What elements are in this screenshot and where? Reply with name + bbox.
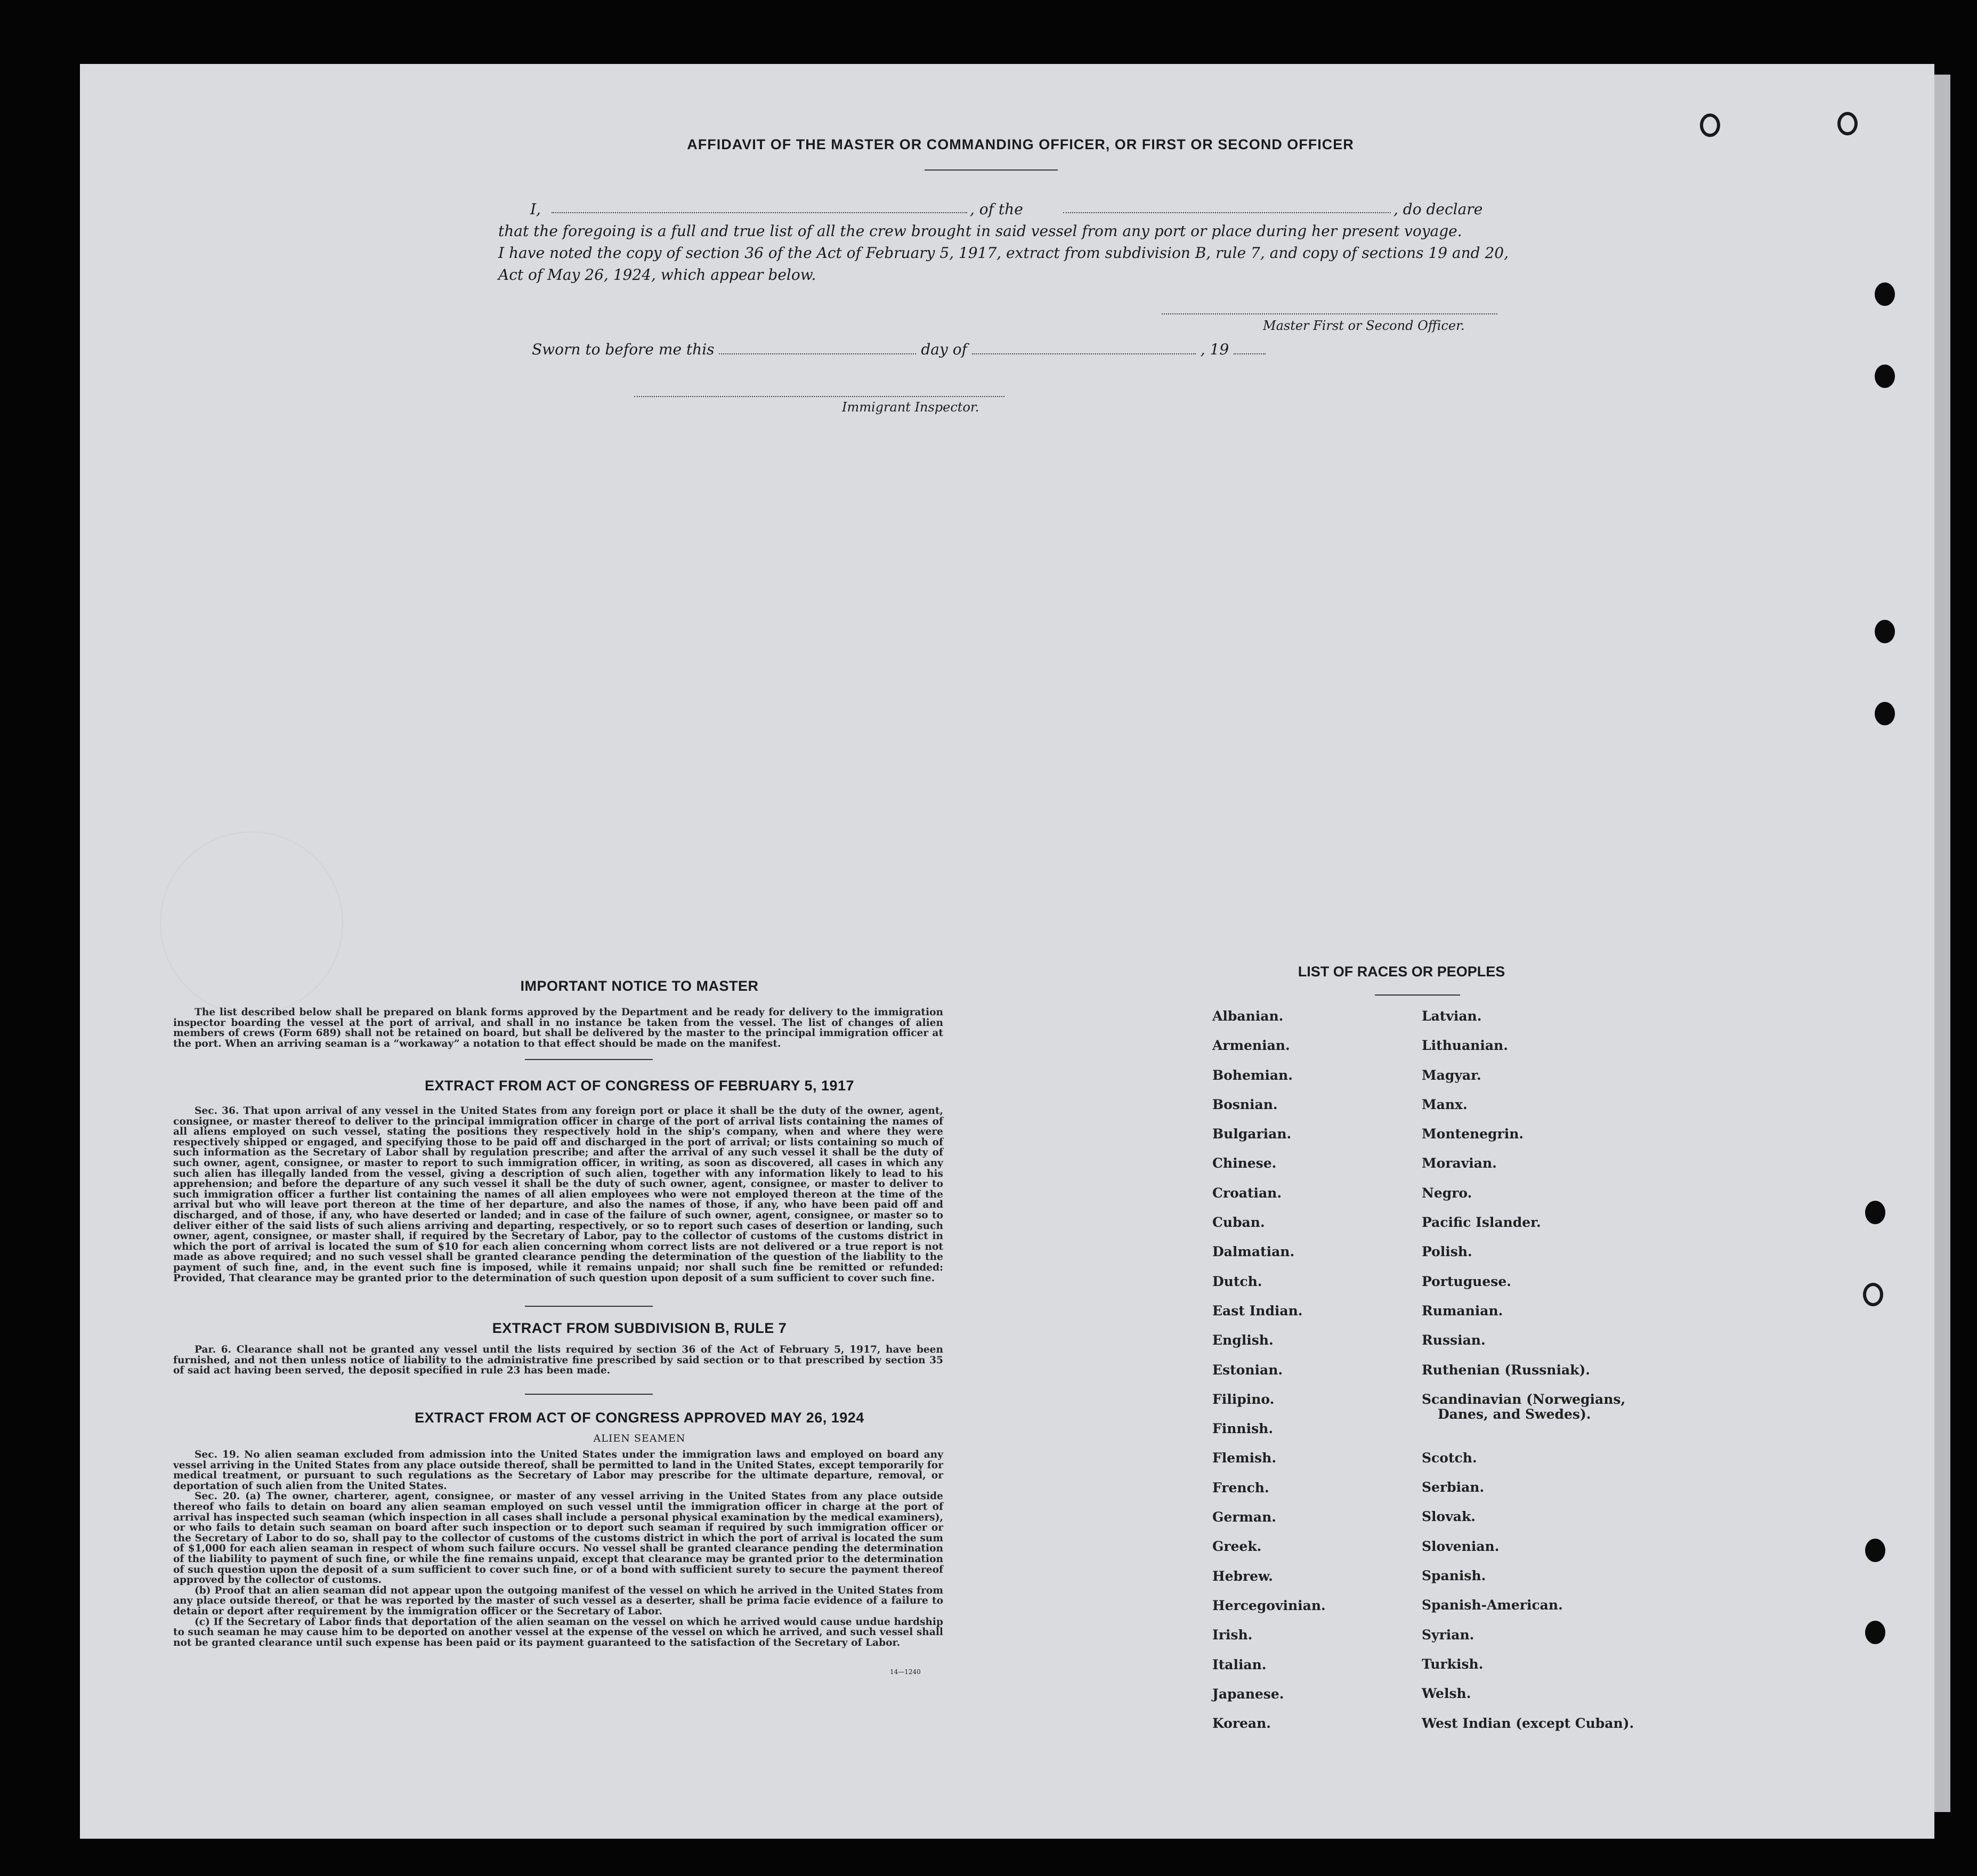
punch-hole [1837,112,1858,135]
race-item: Flemish. [1212,1450,1277,1466]
race-item: Pacific Islander. [1422,1215,1541,1231]
notice-paragraph: The list described below shall be prepared on blank forms approved by the Department and be ready for delivery to the immigration inspector boarding the vessel at the port of arrival, and shall in no instance be taken from the vessel. The list of changes of alien members of crews (Form 689) shall not be retained on board, but shall be delivered by the master to the principal immigration officer at the port. When an arriving seaman is a “workaway” a notation to that effect should be made on the manifest. [173,1007,943,1049]
race-item: Bulgarian. [1212,1126,1292,1142]
race-item: Moravian. [1422,1155,1497,1171]
punch-hole [1865,1539,1885,1562]
sworn-month-field[interactable] [972,339,1196,354]
race-item: Irish. [1212,1627,1253,1643]
races-heading: LIST OF RACES OR PEOPLES [1298,964,1505,980]
race-item: Bohemian. [1212,1067,1293,1083]
section-36-paragraph: Sec. 36. That upon arrival of any vessel in the United States from any foreign port or place it shall be the duty of the owner, agent, consignee, or master thereof to deliver to the principal immigration officer in charge of the port of arrival lists containing the names of all aliens employed on such vessel, stating the positions they respectively hold in the ship's company, when and where they were respectively shipped or engaged, and specifying those to be paid off and discharged in the port of arrival; or lists containing so much of such information as the Secretary of Labor shall by regulation prescribe; and after the arrival of any such vessel it shall be the duty of such owner, agent, consignee, or master to report to such immigration officer, in writing, as soon as discovered, all cases in which any such alien has illegally landed from the vessel, giving a description of such alien, together with any information likely to lead to his apprehension; and before the departure of any such vessel it shall be the duty of such owner, agent, consignee, or master to deliver to such immigration officer a further list containing the names of all alien employees who were not employed thereon at the time of the arrival but who will leave port thereon at the time of her departure, and also the names of those, if any, who have been paid off and discharged, and of those, if any, who have deserted or landed; and in case of the failure of such owner, agent, consignee, or master so to deliver either of the said lists of such aliens arriving and departing, respectively, or so to report such cases of desertion or landing, such owner, agent, consignee, or master shall, if required by the Secretary of Labor, pay to the collector of customs of the customs district in which the port of arrival is located the sum of $10 for each alien concerning whom correct lists are not delivered or a true report is not made as above required; and no such vessel shall be granted clearance pending the determination of the question of the liability to the payment of such fine, and, in the event such fine is imposed, while it remains unpaid; nor shall such fine be remitted or refunded: Provided, That clearance may be granted prior to the determination of such question upon deposit of a sum sufficient to cover such fine. [173,1105,943,1284]
sworn-line [532,339,1331,361]
notice-text [173,1007,943,1049]
faded-seal [160,831,343,1015]
race-item: Bosnian. [1212,1096,1278,1112]
race-item: Greek. [1212,1539,1262,1555]
alien-seamen-subheading: ALIEN SEAMEN [593,1433,686,1444]
race-item: Korean. [1212,1716,1271,1732]
inspector-signature-field[interactable] [634,386,1004,397]
race-item: Dalmatian. [1212,1244,1295,1260]
races-right-b [1422,1451,1634,1745]
section-rule [525,1306,653,1307]
race-item: Spanish-American. [1422,1597,1563,1613]
affidavit-line-4: Act of May 26, 1924, which appear below. [498,266,816,284]
sworn-day-field[interactable] [719,339,916,354]
punch-hole [1865,1621,1885,1644]
year-label: , 19 [1200,341,1229,358]
race-item: Manx. [1422,1096,1468,1112]
race-item: Syrian. [1422,1627,1474,1643]
affidavit-heading: AFFIDAVIT OF THE MASTER OR COMMANDING OFFICER, OR FIRST OR SECOND OFFICER [687,136,1354,152]
race-item: Scotch. [1422,1450,1477,1466]
races-rule [1375,994,1460,996]
section-20c-paragraph: (c) If the Secretary of Labor finds that deportation of the alien seaman on the vessel on which he arrived would cause undue hardship to such seaman he may cause him to be deported on another vessel at the expense of the vessel on which he arrived, and such vessel shall not be granted clearance until such expense has been paid or its payment guaranteed to the satisfaction of the Secretary of Labor. [173,1616,943,1648]
race-scandinavian-line-1: Scandinavian (Norwegians, [1422,1391,1626,1407]
race-item: Albanian. [1212,1008,1284,1024]
form-number: 14—1240 [890,1668,921,1676]
affidavit-of-the: , of the [970,200,1023,218]
race-item: Magyar. [1422,1067,1481,1083]
master-signature-field[interactable] [1162,303,1497,314]
affidavit-declare: , do declare [1393,200,1483,218]
race-item: Slovenian. [1422,1538,1500,1554]
race-item: Montenegrin. [1422,1126,1524,1142]
rule-7-heading: EXTRACT FROM SUBDIVISION B, RULE 7 [492,1320,787,1336]
master-signature-label: Master First or Second Officer. [1263,318,1465,333]
race-item: Welsh. [1422,1686,1471,1702]
race-item: English. [1212,1332,1274,1348]
race-item: Portuguese. [1422,1273,1511,1289]
sworn-label: Sworn to before me this [532,341,715,358]
section-rule [525,1394,653,1395]
race-item: Rumanian. [1422,1303,1503,1319]
punch-hole [1875,702,1895,725]
section-rule [525,1059,653,1060]
sworn-year-field[interactable] [1234,339,1266,354]
race-item: Finnish. [1212,1421,1274,1437]
day-of-label: day of [921,341,967,358]
races-right-a [1422,1009,1634,1392]
race-item: Lithuanian. [1422,1038,1508,1054]
race-item: Cuban. [1212,1215,1265,1231]
races-right-column [1422,1009,1634,1745]
back-page-edge [1934,75,1950,1812]
race-item: Russian. [1422,1332,1486,1348]
race-item: Chinese. [1212,1155,1277,1171]
rule-7-text [173,1345,943,1376]
inspector-signature-label: Immigrant Inspector. [842,400,979,415]
affidavit-i: I, [530,200,541,218]
punch-hole [1875,620,1895,643]
section-19-paragraph: Sec. 19. No alien seaman excluded from admission into the United States under the immigration laws and employed on board any vessel arriving in the United States from any place outside thereof, shall be permitted to land in the United States, except temporarily for medical treatment, or pursuant to such regulations as the Secretary of Labor may prescribe for the ultimate departure, removal, or deportation of such alien from the United States. [173,1449,943,1492]
races-left-column [1212,1009,1326,1745]
punch-hole [1875,365,1895,388]
section-20a-paragraph: Sec. 20. (a) The owner, charterer, agent, consignee, or master of any vessel arriving in the United States from any place outside thereof who fails to detain on board any alien seaman employed on such vessel until the immigration officer in charge at the port of arrival has inspected such seaman (which inspection in all cases shall include a personal physical examination by the medical examiners), or who fails to detain such seaman on board after such inspection or to deport such seaman if required by such immigration officer or the Secretary of Labor to do so, shall pay to the collector of customs of the customs district in which the port of arrival is located the sum of $1,000 for each alien seaman in respect of whom such failure occurs. No vessel shall be granted clearance pending the determination of the liability to payment of such fine, or while the fine remains unpaid, except that clearance may be granted prior to the determination of such question upon the deposit of a sum sufficient to cover such fine, or of a bond with sufficient surety to secure the payment thereof approved by the collector of customs. [173,1491,943,1586]
race-item: French. [1212,1479,1269,1495]
race-item: Estonian. [1212,1362,1283,1378]
race-item: Dutch. [1212,1273,1262,1289]
affidavit-line-1 [498,198,1527,220]
race-item: Spanish. [1422,1568,1486,1584]
race-item: Turkish. [1422,1656,1484,1672]
act-1917-text [173,1106,943,1283]
race-item: East Indian. [1212,1303,1303,1319]
race-item: Italian. [1212,1656,1267,1672]
race-item: Latvian. [1422,1008,1482,1024]
race-item: Filipino. [1212,1391,1275,1407]
section-20b-paragraph: (b) Proof that an alien seaman did not appear upon the outgoing manifest of the vessel on which he arrived in the United States from any place outside thereof, or that he was reported by the master of such vessel as a deserter, shall be prima facie evidence of a failure to detain or deport after requirement by the immigration officer or the Secretary of Labor. [173,1584,943,1617]
affidavit-text [498,198,1527,286]
punch-hole [1863,1283,1883,1306]
race-item: German. [1212,1509,1276,1525]
notice-heading: IMPORTANT NOTICE TO MASTER [520,978,759,994]
race-item-scandinavian [1422,1392,1634,1451]
race-item: Ruthenian (Russniak). [1422,1362,1590,1378]
race-item: Serbian. [1422,1479,1485,1495]
race-item: Negro. [1422,1185,1472,1201]
punch-hole [1700,114,1720,137]
act-1917-heading: EXTRACT FROM ACT OF CONGRESS OF FEBRUARY 5, 1917 [424,1078,855,1094]
race-scandinavian-line-2: Danes, and Swedes). [1438,1406,1591,1422]
paragraph-6: Par. 6. Clearance shall not be granted any vessel until the lists required by section 36 of the Act of February 5, 1917, have been furnished, and not then unless notice of liability to the administrative fine prescribed by said section or to that prescribed by section 35 of said act having been served, the deposit specified in rule 23 has been made. [173,1344,943,1377]
race-item: Japanese. [1212,1686,1284,1702]
race-item: Croatian. [1212,1185,1282,1201]
race-item: Hebrew. [1212,1568,1273,1584]
punch-hole [1865,1201,1885,1224]
master-name-field[interactable] [552,198,967,213]
punch-hole [1875,282,1895,306]
affidavit-line-3: I have noted the copy of section 36 of the Act of February 5, 1917, extract from subdivision B, rule 7, and copy of sections 19 and 20, [498,244,1509,262]
affidavit-line-2: that the foregoing is a full and true list of all the crew brought in said vessel from any port or place during her present voyage. [498,222,1462,240]
act-1924-heading: EXTRACT FROM ACT OF CONGRESS APPROVED MAY 26, 1924 [415,1410,864,1426]
vessel-name-field[interactable] [1063,198,1391,213]
race-item: Slovak. [1422,1509,1476,1525]
race-item: Armenian. [1212,1038,1290,1054]
race-item: Polish. [1422,1244,1472,1260]
heading-rule [925,169,1058,171]
act-1924-text [173,1450,943,1648]
race-item: West Indian (except Cuban). [1422,1715,1634,1731]
race-item: Hercegovinian. [1212,1597,1326,1613]
